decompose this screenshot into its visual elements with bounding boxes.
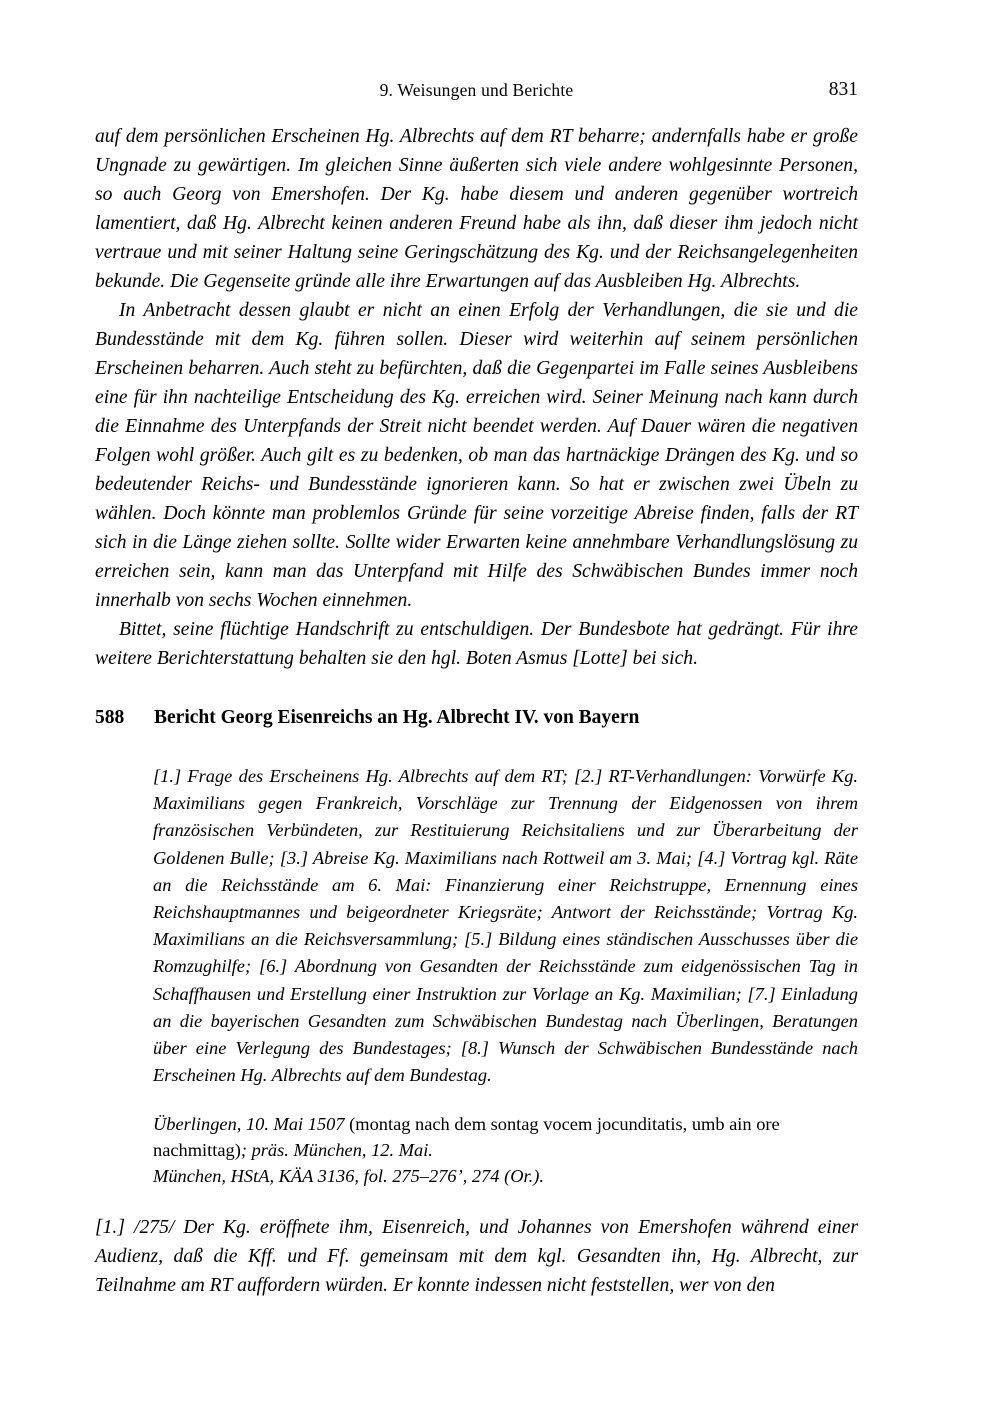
section-heading bbox=[95, 707, 858, 733]
date-line bbox=[153, 1111, 858, 1163]
date-original-wording: (montag nach dem sontag vocem jocunditatis, umb ain ore nachmittag) bbox=[153, 1114, 780, 1161]
archive-reference: München, HStA, KÄA 3136, fol. 275–276’, 274 (Or.). bbox=[153, 1166, 544, 1187]
regest-block bbox=[153, 763, 858, 1089]
section-title: Bericht Georg Eisenreichs an Hg. Albrecht IV. von Bayern bbox=[154, 707, 640, 728]
closing-paragraph: [1.] /275/ Der Kg. eröffnete ihm, Eisenreich, und Johannes von Emershofen während einer Audienz, daß die Kff. und Ff. gemeinsam mit dem kgl. Gesandten ihn, Hg. Albrecht, zur Teilnahme am RT auffordern würden. Er konnte indessen nicht feststellen, wer von den bbox=[95, 1217, 858, 1297]
document-metadata bbox=[153, 1111, 858, 1189]
regest-text: [1.] Frage des Erscheinens Hg. Albrechts auf dem RT; [2.] RT-Verhandlungen: Vorwürfe Kg. Maximilians gegen Frankreich, Vorschläge zur Trennung der Eidgenossen von ihrem französischen Verbündeten, zur Restituierung Reichsitaliens und zur Überarbeitung der Goldenen Bulle; [3.] Abreise Kg. Maximilians nach Rottweil am 3. Mai; [4.] Vortrag kgl. Räte an die Reichsstände am 6. Mai: Finanzierung einer Reichstruppe, Ernennung eines Reichshauptmannes und beigeordneter Kriegsräte; Antwort der Reichsstände; Vortrag Kg. Maximilians an die Reichsversammlung; [5.] Bildung eines ständischen Ausschusses über die Romzughilfe; [6.] Abordnung von Gesandten der Reichsstände zum eidgenössischen Tag in Schaffhausen und Erstellung einer Instruktion zur Vorlage an Kg. Maximilian; [7.] Einladung an die bayerischen Gesandten zum Schwäbischen Bundestag nach Überlingen, Beratungen über eine Verlegung des Bundestages; [8.] Wunsch der Schwäbischen Bundesstände nach Erscheinen Hg. Albrechts auf dem Bundestag. bbox=[153, 766, 858, 1086]
body-paragraph-2: In Anbetracht dessen glaubt er nicht an einen Erfolg der Verhandlungen, die sie und die Bundesstände mit dem Kg. führen sollen. Dieser wird weiterhin auf seinem persönlichen Erscheinen beharren. Auch steht zu befürchten, daß die Gegenpartei im Falle seines Ausbleibens eine für ihn nachteilige Entscheidung des Kg. erreichen wird. Seiner Meinung nach kann durch die Einnahme des Unterpfands der Streit nicht beendet werden. Auf Dauer wären die negativen Folgen wohl größer. Auch gilt es zu bedenken, ob man das hartnäckige Drängen des Kg. und so bedeutender Reichs- und Bundesstände ignorieren kann. So hat er zwischen zwei Übeln zu wählen. Doch könnte man problemlos Gründe für seine vorzeitige Abreise finden, falls der RT sich in die Länge ziehen sollte. Sollte wider Erwarten keine annehmbare Verhandlungslösung zu erreichen sein, kann man das Unterpfand mit Hilfe des Schwäbischen Bundes immer noch innerhalb von sechs Wochen einnehmen. bbox=[95, 300, 858, 611]
date-presentation-note: ; präs. München, 12. Mai. bbox=[240, 1140, 433, 1161]
body-paragraph-3: Bittet, seine flüchtige Handschrift zu entschuldigen. Der Bundesbote hat gedrängt. Für ihre weitere Berichterstattung behalten sie den hgl. Boten Asmus [Lotte] bei sich. bbox=[95, 619, 858, 669]
running-header bbox=[95, 80, 858, 104]
closing-block bbox=[95, 1213, 858, 1300]
text-frame bbox=[95, 122, 858, 1300]
section-number: 588 bbox=[95, 707, 125, 728]
body-paragraph-1: auf dem persönlichen Erscheinen Hg. Albrechts auf dem RT beharre; andernfalls habe er große Ungnade zu gewärtigen. Im gleichen Sinne äußerten sich viele andere wohlgesinnte Personen, so auch Georg von Emershofen. Der Kg. habe diesem und anderen gegenüber wortreich lamentiert, daß Hg. Albrecht keinen anderen Freund habe als ihn, daß dieser ihm jedoch nicht vertraue und mit seiner Haltung seine Geringschätzung des Kg. und der Reichsangelegenheiten bekunde. Die Gegenseite gründe alle ihre Erwartungen auf das Ausbleiben Hg. Albrechts. bbox=[95, 126, 858, 292]
page-number: 831 bbox=[828, 79, 858, 100]
running-head-title: 9. Weisungen und Berichte bbox=[379, 80, 574, 100]
date-place-italic-leading: Überlingen, 10. Mai 1507 bbox=[153, 1114, 350, 1135]
